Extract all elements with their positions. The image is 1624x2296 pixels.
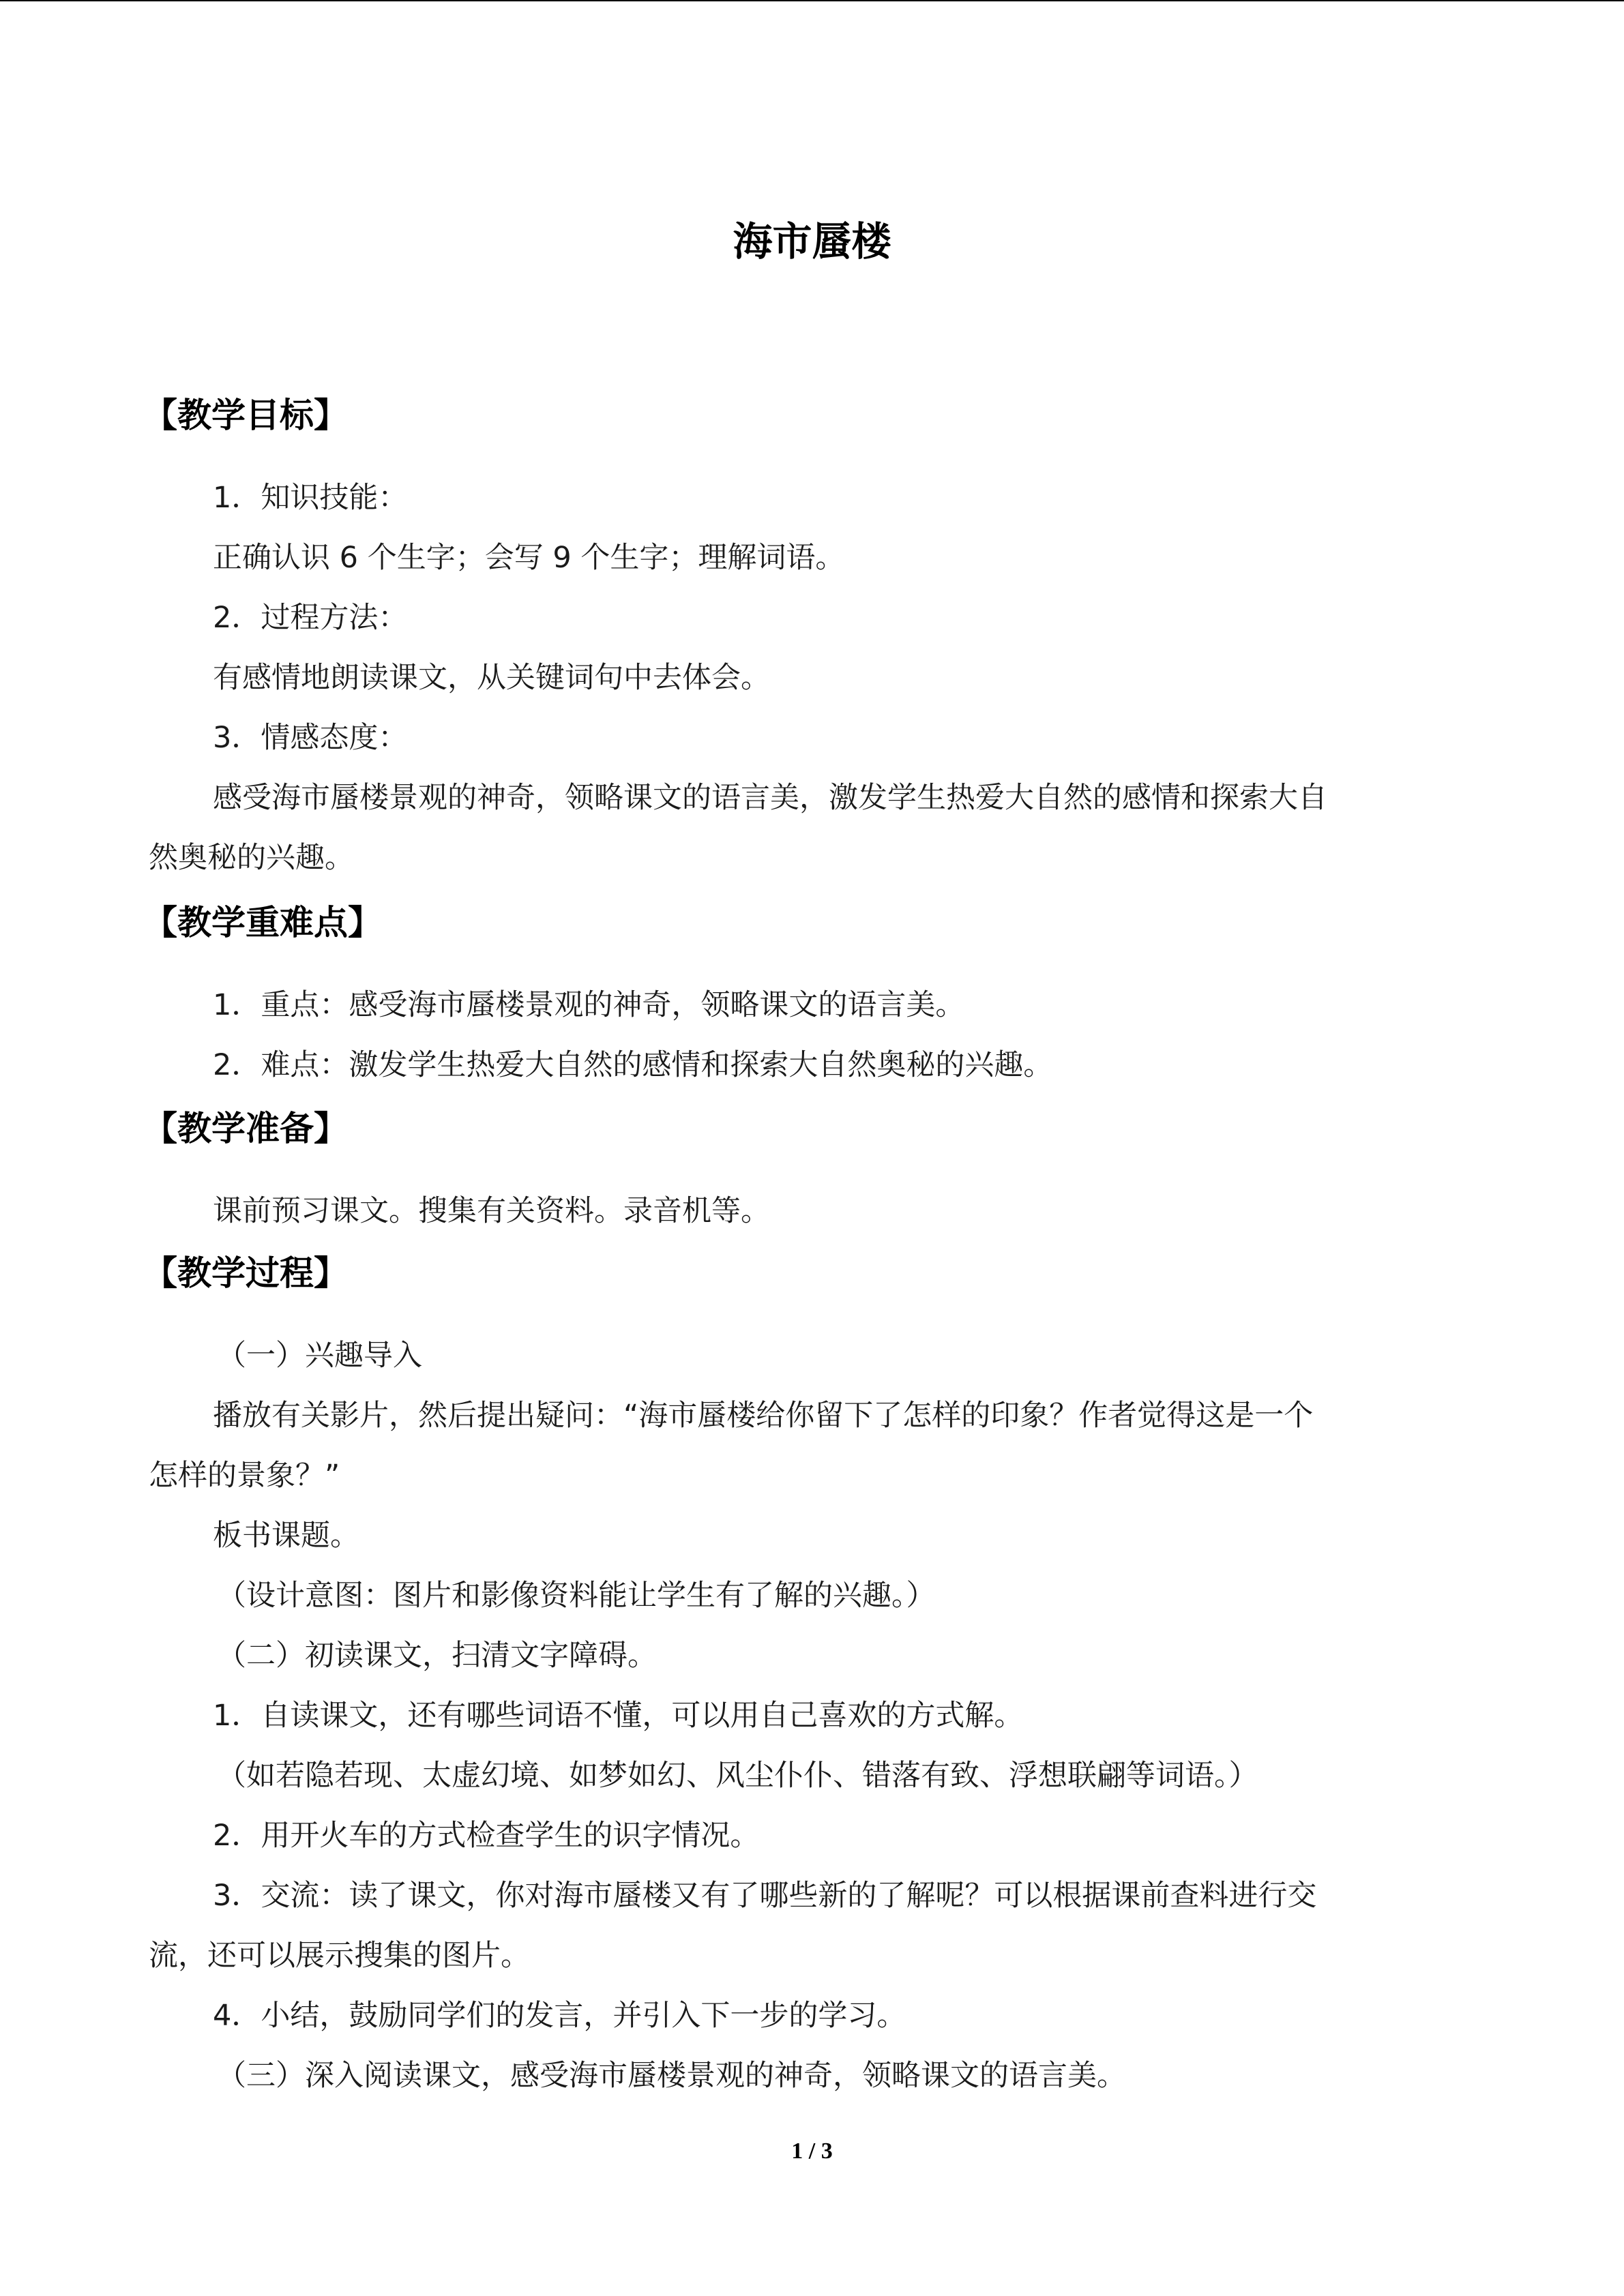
process-item-3-line-1: 3．交流：读了课文，你对海市蜃楼又有了哪些新的了解呢？可以根据课前查料进行交 bbox=[213, 1879, 1317, 1913]
keypoints-item-1: 1．重点：感受海市蜃楼景观的神奇，领略课文的语言美。 bbox=[213, 988, 965, 1022]
process-text-1-line-1: 播放有关影片，然后提出疑问：“海市蜃楼给你留下了怎样的印象？作者觉得这是一个 bbox=[213, 1399, 1314, 1433]
page-number: 1 / 3 bbox=[791, 2138, 833, 2164]
process-item-4: 4．小结，鼓励同学们的发言，并引入下一步的学习。 bbox=[213, 1999, 906, 2033]
goals-text-3-line-1: 感受海市蜃楼景观的神奇，领略课文的语言美，激发学生热爱大自然的感情和探索大自 bbox=[213, 781, 1327, 815]
goals-text-2: 有感情地朗读课文，从关键词句中去体会。 bbox=[213, 661, 770, 695]
goals-text-1: 正确认识 6 个生字；会写 9 个生字；理解词语。 bbox=[213, 541, 845, 575]
process-item-2: 2．用开火车的方式检查学生的识字情况。 bbox=[213, 1819, 760, 1853]
process-step-2-title: （二）初读课文，扫清文字障碍。 bbox=[217, 1639, 657, 1673]
page-title: 海市蜃楼 bbox=[733, 218, 891, 265]
process-step-3-title: （三）深入阅读课文，感受海市蜃楼景观的神奇，领略课文的语言美。 bbox=[217, 2059, 1126, 2093]
section-heading-prep: 【教学准备】 bbox=[143, 1109, 348, 1148]
process-step-1-title: （一）兴趣导入 bbox=[217, 1339, 422, 1373]
process-design-note: （设计意图：图片和影像资料能让学生有了解的兴趣。） bbox=[217, 1579, 936, 1613]
section-heading-goals: 【教学目标】 bbox=[143, 396, 348, 435]
prep-text: 课前预习课文。搜集有关资料。录音机等。 bbox=[213, 1194, 770, 1228]
goals-item-3: 3．情感态度： bbox=[213, 721, 408, 755]
section-heading-keypoints: 【教学重难点】 bbox=[143, 903, 382, 942]
goals-text-3-line-2: 然奥秘的兴趣。 bbox=[149, 841, 354, 875]
process-item-1: 1．自读课文，还有哪些词语不懂，可以用自己喜欢的方式解。 bbox=[213, 1699, 1024, 1733]
goals-item-2: 2．过程方法： bbox=[213, 601, 408, 635]
process-item-3-line-2: 流，还可以展示搜集的图片。 bbox=[149, 1939, 530, 1973]
process-text-2: 板书课题。 bbox=[213, 1519, 359, 1553]
process-vocab-note: （如若隐若现、太虚幻境、如梦如幻、风尘仆仆、错落有致、浮想联翩等词语。） bbox=[217, 1759, 1258, 1793]
goals-item-1: 1．知识技能： bbox=[213, 481, 408, 515]
section-heading-process: 【教学过程】 bbox=[143, 1253, 348, 1293]
keypoints-item-2: 2．难点：激发学生热爱大自然的感情和探索大自然奥秘的兴趣。 bbox=[213, 1048, 1053, 1082]
process-text-1-line-2: 怎样的景象？” bbox=[149, 1459, 340, 1493]
